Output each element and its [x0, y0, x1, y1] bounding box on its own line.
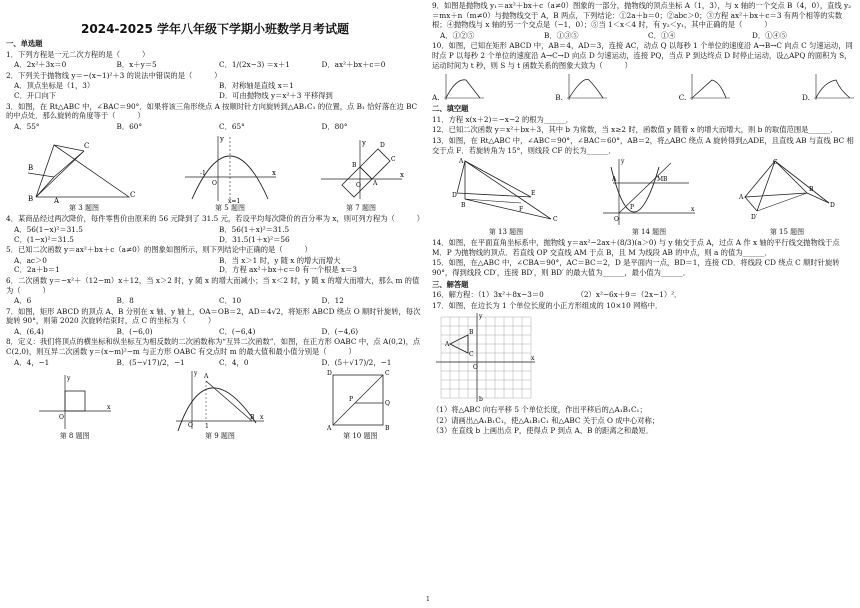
svg-text:Q: Q	[385, 400, 391, 408]
svg-text:D: D	[380, 142, 385, 150]
svg-text:y: y	[193, 370, 198, 378]
option: B．(5−√17)/2，−1	[116, 357, 185, 367]
figure-9	[172, 369, 268, 441]
option: C．1/(2x−3) ＝x＋1	[219, 60, 290, 70]
graph-option-a	[432, 72, 486, 102]
option: A．ac＞0	[14, 255, 47, 265]
svg-text:B: B	[469, 329, 474, 337]
svg-text:y: y	[362, 139, 366, 148]
figure-9-caption: 第 9 题图	[205, 432, 235, 441]
svg-text:D′: D′	[751, 214, 758, 222]
svg-text:C: C	[130, 191, 136, 200]
svg-text:x: x	[272, 169, 276, 178]
svg-text:D: D	[830, 202, 835, 210]
svg-text:y: y	[479, 313, 483, 321]
rectangle-pq-diagram	[325, 369, 395, 431]
svg-text:O: O	[187, 422, 193, 430]
question-1-options	[14, 60, 424, 70]
svg-text:y: y	[621, 158, 625, 166]
svg-text:x: x	[106, 404, 111, 412]
svg-text:x: x	[400, 171, 404, 180]
rectangle-axes-diagram	[316, 137, 406, 203]
svg-text:C: C	[469, 351, 474, 359]
option: D．31.5(1＋x)²＝56	[219, 234, 290, 244]
figure-10	[325, 369, 395, 441]
option: D．ax²＋bx＋c＝0	[321, 60, 386, 70]
right-column	[432, 0, 856, 436]
figures-row-1	[6, 133, 424, 213]
graph-option-c	[679, 72, 733, 102]
option: A．顶点坐标是（1，3）	[14, 81, 95, 91]
square-axes-diagram	[35, 373, 115, 431]
svg-text:O: O	[614, 216, 619, 224]
section-solve-heading: 三、解答题	[432, 279, 469, 289]
svg-text:-1: -1	[200, 170, 206, 178]
option: A．①②⑤	[440, 30, 475, 40]
svg-text:A: A	[54, 197, 60, 204]
question-4-options	[14, 225, 424, 244]
option: A．4，−1	[14, 357, 50, 367]
triangle-rotation-diagram	[24, 137, 144, 203]
option: D．80°	[321, 121, 348, 131]
section-fill-heading: 二、填空题	[432, 104, 469, 114]
question-7-options	[14, 327, 424, 337]
svg-text:x=1: x=1	[228, 198, 241, 204]
question-17: 17．如图，在边长为 1 个单位长度的小正方形组成的 10×10 网格中．	[432, 300, 663, 310]
svg-text:P: P	[349, 396, 354, 404]
svg-text:E: E	[531, 190, 536, 198]
svg-text:D: D	[327, 370, 333, 378]
question-2: 2．下列关于抛物线 y＝−(x−1)²＋3 的说法中错误的是（ ）	[6, 70, 222, 80]
svg-text:x: x	[691, 206, 695, 214]
svg-text:O: O	[473, 364, 478, 372]
question-6-options	[14, 296, 424, 306]
parabola-line-graph	[172, 369, 268, 431]
option: D．可由抛物线 y＝x²＋3 平移得到	[219, 90, 333, 100]
svg-text:y: y	[66, 375, 71, 383]
page-number: 1	[426, 596, 430, 603]
option: B．x＋y＝5	[116, 60, 157, 70]
option: C．65°	[219, 121, 245, 131]
svg-text:B: B	[385, 425, 390, 432]
section-choice-heading: 一、单选题	[6, 39, 43, 48]
option: A．6	[14, 296, 32, 306]
option: C.	[678, 92, 687, 102]
option: B．对称轴是直线 x＝1	[219, 81, 294, 91]
svg-text:C: C	[553, 216, 558, 224]
question-8-options	[14, 358, 424, 368]
option: C．10	[219, 296, 242, 306]
graph-option-b	[555, 72, 609, 102]
option: D．(−4,6)	[321, 326, 359, 336]
option: D．方程 ax²＋bx＋c＝0 有一个根是 x＝3	[219, 265, 358, 275]
option: B．60°	[116, 121, 143, 131]
svg-text:C: C	[773, 159, 778, 167]
svg-text:B: B	[352, 162, 357, 170]
rotated-triangle-diagram	[451, 157, 561, 227]
svg-text:C: C	[385, 370, 390, 378]
s-t-graph-c	[686, 72, 732, 102]
svg-text:A: A	[373, 180, 378, 188]
option: D．(5＋√17)/2，−1	[321, 357, 392, 367]
question-13: 13．如图，在 Rt△ABC 中，∠ABC＝90°，∠BAC＝60°，AB＝2，将△ABC 绕点 A 旋转得到△ADE，且直线 AB 与直线 BC 相交于点 F．若旋转角为 15°，则线段 CF 的长为______．	[432, 135, 854, 155]
svg-text:C: C	[391, 156, 396, 164]
option: D．①④⑤	[752, 30, 788, 40]
figure-5	[180, 133, 280, 213]
graph-option-d	[802, 72, 856, 102]
svg-text:A: A	[327, 425, 332, 432]
figure-3	[24, 137, 144, 213]
option: C．(1−x)²＝31.5	[14, 234, 74, 244]
question-16: 16．解方程：（1）3x²＋8x−3＝0 （2）x²−6x＋9＝（2x−1）²．	[432, 290, 682, 300]
option: C．2a＋b＝1	[14, 265, 60, 275]
figure-10-caption: 第 10 题图	[343, 432, 378, 441]
option: C．①④	[648, 30, 676, 40]
option: D．12	[321, 296, 344, 306]
option: B．当 x＞1 时，y 随 x 的增大而增大	[219, 255, 341, 265]
figure-15	[737, 157, 837, 237]
question-5: 5．已知二次函数 y＝ax²＋bx＋c（a≠0）的图象如图所示，则下列结论中正确的是（ ）	[6, 245, 312, 255]
question-9-options	[440, 31, 856, 41]
question-10: 10．如图，已知在矩形 ABCD 中，AB＝4，AD＝3，连接 AC，动点 Q 以每秒 1 个单位的速度沿 A→B→C 向点 C 匀速运动，同时点 P 以每秒 2 个单位的速度沿 A→C→D 向点 D 匀速运动，连接 PQ，当点 P 到达终点 D 时停止运动，设△APQ 的面积为 S，运动时间为 t 秒，则 S 与 t 函数关系的图象大致为（ ）	[432, 41, 853, 70]
svg-text:F: F	[519, 206, 524, 214]
svg-text:D: D	[452, 192, 457, 200]
question-1: 1．下列方程是一元二次方程的是（ ）	[6, 49, 150, 59]
option: B.	[555, 92, 563, 102]
figure-8-caption: 第 8 题图	[59, 432, 90, 441]
svg-text:O: O	[356, 182, 361, 190]
figure-7-caption: 第 7 题图	[346, 204, 376, 213]
svg-text:A: A	[203, 373, 209, 381]
s-t-graph-b	[563, 72, 609, 102]
option: B．①③⑤	[544, 30, 579, 40]
left-column	[6, 0, 424, 441]
svg-text:C: C	[84, 142, 90, 151]
question-8: 8．定义：我们将顶点的横坐标和纵坐标互为相反数的二次函数称为“互异二次函数”．如图，在正方形 OABC 中，点 A(0,2)，点 C(2,0)，则互异二次函数 y＝(x−m)²−m 与正方形 OABC 有交点时 m 的最大值和最小值分别是（ ）	[6, 337, 421, 357]
figure-7	[316, 137, 406, 213]
option: A．2x²＋3x＝0	[14, 60, 67, 70]
question-17-part-3: （3）在直线 b 上画出点 P，使得点 P 到点 A、B 的距离之和最短．	[432, 426, 654, 436]
s-t-graph-d	[810, 72, 856, 102]
question-17-part-1: （1）将△ABC 向右平移 5 个单位长度，作出平移后的△A₁B₁C₁；	[432, 405, 647, 415]
question-12: 12．已知二次函数 y＝x²＋bx＋3，其中 b 为常数，当 x≥2 时，函数值 y 随着 x 的增大而增大，则 b 的取值范围是______．	[432, 125, 838, 135]
option: C．开口向下	[14, 90, 57, 100]
option: B．8	[116, 296, 134, 306]
figure-13	[451, 157, 561, 237]
figure-5-caption: 第 5 题图	[215, 204, 245, 213]
svg-text:y: y	[220, 135, 224, 144]
question-14: 14．如图，在平面直角坐标系中，抛物线 y＝ax²−2ax＋(8/3)(a＞0) 与 y 轴交于点 A，过点 A 作 x 轴的平行线交抛物线于点 M．P 为抛物线的顶点．若直线 OP 交直线 AM 于点 B，且 M 为线段 AB 的中点，则 a 的值为______．	[432, 238, 840, 257]
figure-13-caption: 第 13 题图	[488, 228, 524, 237]
rotation-cd-diagram	[737, 157, 837, 227]
parabola-om-diagram	[599, 157, 699, 227]
svg-text:A: A	[445, 341, 450, 349]
figure-15-caption: 第 15 题图	[769, 228, 805, 237]
svg-text:A: A	[739, 194, 744, 202]
grid-10x10-diagram	[436, 312, 536, 404]
option: A.	[432, 92, 440, 102]
question-10-graphs	[432, 72, 856, 102]
option: C．4，0	[219, 357, 249, 367]
option: B．(−6,0)	[116, 326, 153, 336]
figure-3-caption: 第 3 题图	[69, 204, 99, 213]
question-2-options	[14, 81, 424, 100]
option: A．(6,4)	[14, 326, 44, 336]
option: C．(−6,4)	[219, 326, 256, 336]
question-5-options	[14, 256, 424, 275]
svg-text:O: O	[58, 414, 64, 422]
svg-text:M: M	[657, 176, 664, 184]
svg-text:b: b	[479, 396, 483, 404]
svg-text:1: 1	[204, 423, 209, 431]
svg-text:B: B	[461, 202, 466, 210]
svg-text:O: O	[212, 180, 217, 188]
figure-14-caption: 第 14 题图	[631, 228, 667, 237]
question-17-part-2: （2）请画出△A₁B₁C₁，使△A₁B₁C₁ 和△ABC 关于点 O 成中心对称；	[432, 415, 660, 425]
figures-row-2	[6, 369, 424, 441]
svg-text:B: B	[663, 176, 668, 184]
option: A．56(1−x)²＝31.5	[14, 224, 83, 234]
question-7: 7．如图，矩形 ABCD 的顶点 A、B 分别在 x 轴、y 轴上，OA＝OB＝2，AD＝4√2，将矩形 ABCD 绕点 O 顺时针旋转，每次旋转 90°，则第 2020 次旋转结束时，点 C 的坐标为（ ）	[6, 306, 421, 326]
svg-text:A: A	[612, 176, 617, 184]
option: A．55°	[14, 121, 40, 131]
question-3: 3．如图，在 Rt△ABC 中，∠BAC＝90°．如果将该三角形绕点 A 按顺时针方向旋转到△AB₁C₁ 的位置，点 B₁ 恰好落在边 BC 的中点处．那么旋转的角度等于（ ）	[6, 101, 418, 121]
option: B．56(1＋x)²＝31.5	[219, 224, 290, 234]
figure-17	[436, 312, 856, 404]
question-3-options	[14, 122, 424, 132]
option: D.	[802, 92, 810, 102]
parabola-graph	[180, 133, 280, 203]
s-t-graph-a	[440, 72, 486, 102]
figure-14	[599, 157, 699, 237]
svg-text:P: P	[630, 204, 635, 212]
question-6: 6．二次函数 y＝−x²＋（12−m）x＋12，当 x＞2 时，y 随 x 的增大而减小；当 x＜2 时，y 随 x 的增大而增大，那么 m 的值为（ ）	[6, 275, 420, 295]
svg-text:B: B	[28, 164, 34, 173]
svg-text:x: x	[531, 355, 535, 363]
figure-8	[35, 373, 115, 441]
exam-title: 2024-2025 学年八年级下学期小班数学月考试题	[81, 22, 349, 36]
svg-text:A: A	[459, 158, 464, 166]
question-4: 4．某商品经过两次降价，每件零售价由原来的 56 元降到了 31.5 元，若设平均每次降价的百分率为 x，则可列方程为（ ）	[6, 214, 425, 224]
question-11: 11．方程 x(x＋2)＝−x−2 的根为______．	[432, 114, 574, 124]
question-15: 15．如图，在△ABC 中，∠CBA＝90°，AC＝BC＝2，D 是平面内一点，BD＝1，连接 CD．将线段 CD 绕点 C 顺时针旋转 90°，得到线段 CD′，连接 BD′，则 BD′ 的最大值为______，最小值为______．	[432, 258, 840, 277]
svg-text:B: B	[249, 414, 255, 422]
question-9: 9．如图是抛物线 y₁＝ax²＋bx＋c（a≠0）图象的一部分，抛物线的顶点坐标 A（1，3），与 x 轴的一个交点 B（4，0），直线 y₂＝mx＋n（m≠0）与抛物线交于 A，B 两点，下列结论：①2a＋b＝0；②abc＞0；③方程 ax²＋bx＋c＝3 有两个相等的实数根；④抛物线与 x 轴的另一个交点是（−1，0）；⑤当 1＜x＜4 时，有 y₂＜y₁，其中正确的是（ ）	[432, 1, 852, 30]
figures-row-3	[432, 157, 856, 237]
svg-text:x: x	[259, 414, 264, 422]
svg-text:B: B	[809, 186, 814, 194]
svg-text:B: B	[28, 195, 34, 204]
